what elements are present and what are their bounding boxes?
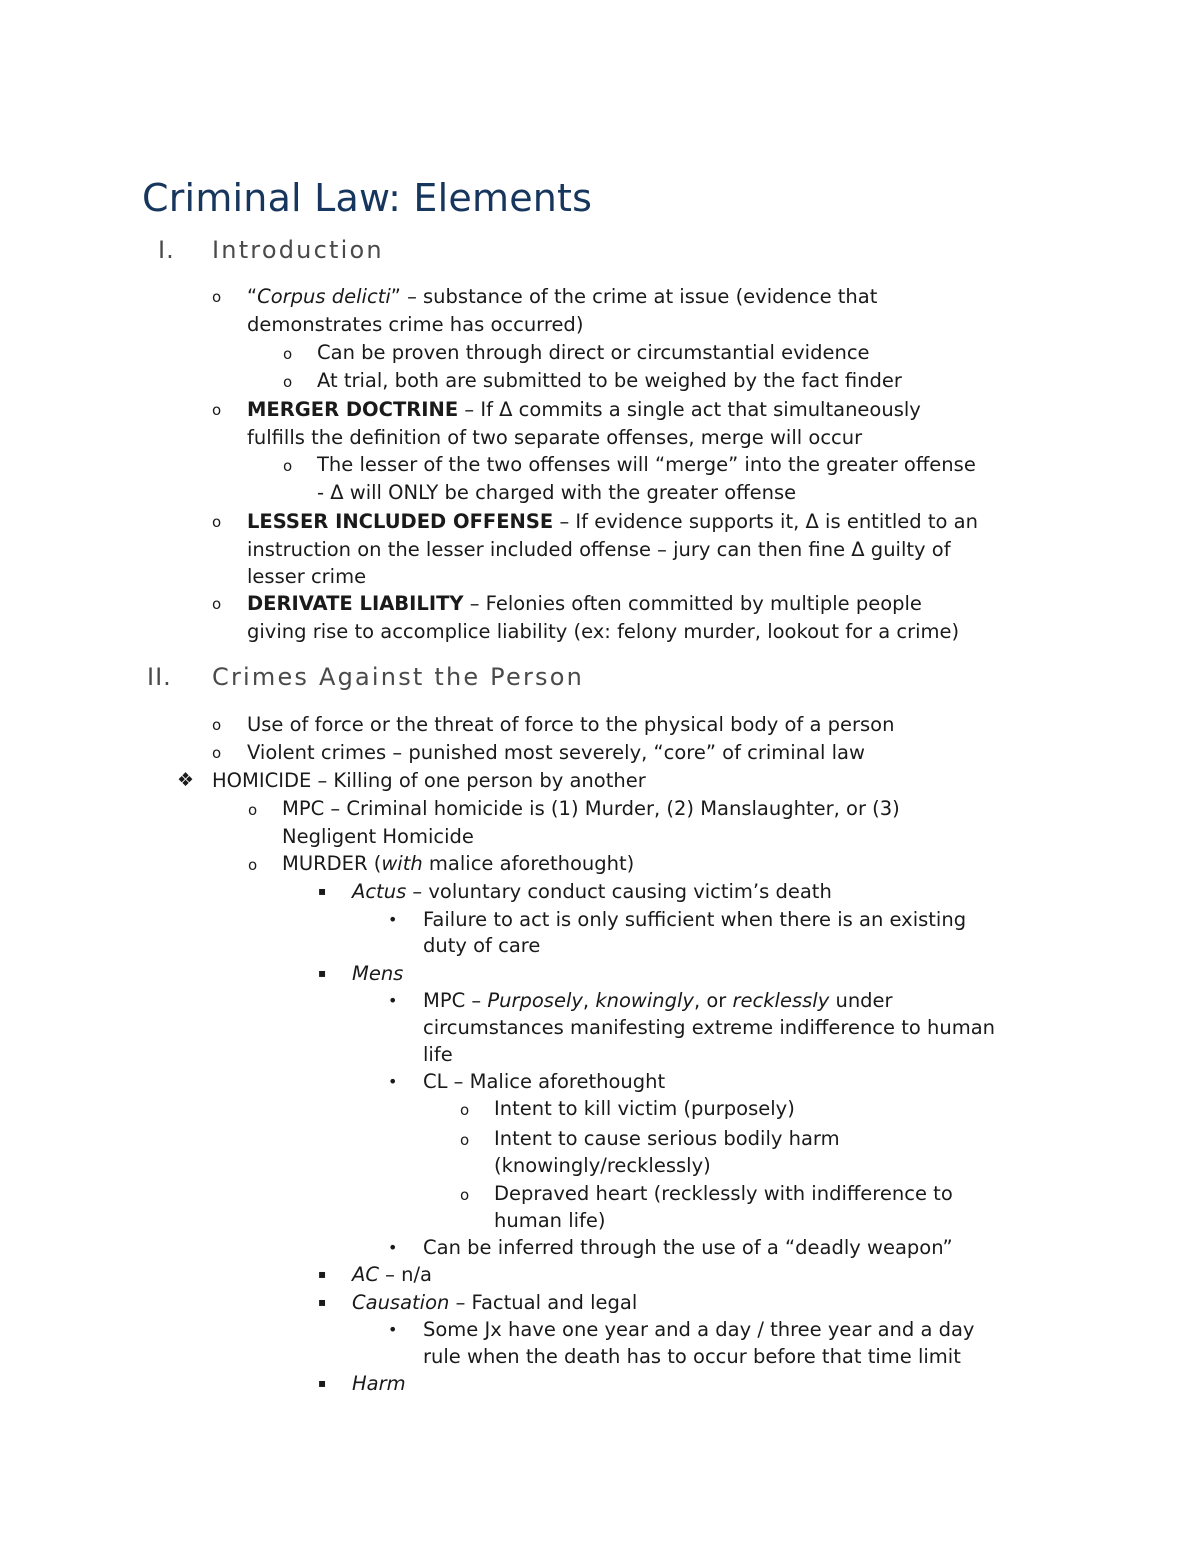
mens-item <box>352 960 403 988</box>
cl-sub-item-3: Depraved heart (recklessly with indifference to <box>494 1182 953 1205</box>
derivate-liability-continuation: giving rise to accomplice liability (ex: felony murder, lookout for a crime) <box>247 620 960 643</box>
dot-bullet: • <box>388 1072 398 1091</box>
mens-mpc-continuation-2: life <box>423 1043 453 1066</box>
harm-item <box>352 1370 406 1398</box>
purposely-term: Purposely <box>487 989 583 1012</box>
circle-bullet: o <box>212 716 222 734</box>
dot-bullet: • <box>388 910 398 929</box>
circle-bullet: o <box>248 856 258 874</box>
causation-text: – Factual and legal <box>449 1291 638 1314</box>
circle-bullet: o <box>460 1186 470 1204</box>
person-item-2: Violent crimes – punished most severely, “core” of criminal law <box>247 741 865 764</box>
circle-bullet: o <box>212 288 222 306</box>
murder-heading <box>282 850 634 878</box>
cl-sub-item-2: Intent to cause serious bodily harm <box>494 1127 840 1150</box>
close-quote: ” <box>390 285 401 308</box>
corpus-sub-item-1: Can be proven through direct or circumstantial evidence <box>317 341 870 364</box>
mens-mpc-prefix: MPC – <box>423 989 488 1012</box>
actus-sub-item: Failure to act is only sufficient when there is an existing <box>423 908 967 931</box>
square-bullet: ▪ <box>318 1295 327 1309</box>
ac-item <box>352 1261 432 1289</box>
person-item-1: Use of force or the threat of force to the physical body of a person <box>247 713 895 736</box>
square-bullet: ▪ <box>318 1376 327 1390</box>
merger-doctrine-term: MERGER DOCTRINE <box>247 398 459 421</box>
harm-term: Harm <box>352 1372 406 1395</box>
dot-bullet: • <box>388 991 398 1010</box>
causation-item <box>352 1289 637 1317</box>
causation-sub-item-continuation: rule when the death has to occur before that time limit <box>423 1345 961 1368</box>
merger-sub-item-continuation: - Δ will ONLY be charged with the greater offense <box>317 481 797 504</box>
mens-mpc-suffix: under <box>829 989 893 1012</box>
actus-term: Actus <box>352 880 407 903</box>
lesser-included-offense-continuation-1: instruction on the lesser included offense – jury can then fine Δ guilty of <box>247 538 951 561</box>
circle-bullet: o <box>212 401 222 419</box>
section-number-1: I. <box>158 236 175 264</box>
ac-text: – n/a <box>378 1263 432 1286</box>
circle-bullet: o <box>212 513 222 531</box>
circle-bullet: o <box>283 457 293 475</box>
cl-sub-item-1: Intent to kill victim (purposely) <box>494 1097 795 1120</box>
comma: , <box>582 989 596 1012</box>
lesser-included-offense-text: – If evidence supports it, Δ is entitled to an <box>553 510 978 533</box>
section-number-2: II. <box>147 663 172 691</box>
merger-doctrine-item <box>247 396 921 424</box>
derivate-liability-item <box>247 590 922 618</box>
merger-doctrine-text: – If Δ commits a single act that simultaneously <box>458 398 921 421</box>
mpc-homicide-continuation: Negligent Homicide <box>282 825 474 848</box>
open-quote: “ <box>247 285 258 308</box>
causation-sub-item: Some Jx have one year and a day / three year and a day <box>423 1318 975 1341</box>
actus-sub-item-continuation: duty of care <box>423 934 541 957</box>
mens-term: Mens <box>352 962 404 985</box>
ac-term: AC <box>352 1263 379 1286</box>
circle-bullet: o <box>248 801 258 819</box>
dot-bullet: • <box>388 1238 398 1257</box>
mens-mpc-item <box>423 987 893 1015</box>
circle-bullet: o <box>212 744 222 762</box>
document-title: Criminal Law: Elements <box>142 176 593 220</box>
derivate-liability-text: – Felonies often committed by multiple people <box>463 592 922 615</box>
circle-bullet: o <box>283 345 293 363</box>
merger-sub-item: The lesser of the two offenses will “merge” into the greater offense <box>317 453 976 476</box>
section-title-introduction: Introduction <box>212 236 384 264</box>
corpus-delicti-text: – substance of the crime at issue (evidence that <box>400 285 878 308</box>
lesser-included-offense-continuation-2: lesser crime <box>247 565 367 588</box>
mpc-homicide-item: MPC – Criminal homicide is (1) Murder, (2) Manslaughter, or (3) <box>282 797 900 820</box>
actus-text: – voluntary conduct causing victim’s death <box>406 880 832 903</box>
murder-suffix: malice aforethought) <box>422 852 635 875</box>
derivate-liability-term: DERIVATE LIABILITY <box>247 592 464 615</box>
corpus-sub-item-2: At trial, both are submitted to be weighed by the fact finder <box>317 369 902 392</box>
actus-item <box>352 878 832 906</box>
square-bullet: ▪ <box>318 1267 327 1281</box>
corpus-delicti-item <box>247 283 877 311</box>
cl-malice-item: CL – Malice aforethought <box>423 1070 666 1093</box>
recklessly-term: recklessly <box>732 989 830 1012</box>
mens-mpc-continuation-1: circumstances manifesting extreme indifference to human <box>423 1016 996 1039</box>
square-bullet: ▪ <box>318 966 327 980</box>
corpus-delicti-continuation: demonstrates crime has occurred) <box>247 313 584 336</box>
murder-with: with <box>381 852 423 875</box>
circle-bullet: o <box>212 595 222 613</box>
comma-or: , or <box>693 989 733 1012</box>
square-bullet: ▪ <box>318 884 327 898</box>
dot-bullet: • <box>388 1320 398 1339</box>
knowingly-term: knowingly <box>595 989 694 1012</box>
circle-bullet: o <box>460 1131 470 1149</box>
circle-bullet: o <box>460 1101 470 1119</box>
circle-bullet: o <box>283 373 293 391</box>
cl-sub-item-3-continuation: human life) <box>494 1209 606 1232</box>
deadly-weapon-item: Can be inferred through the use of a “deadly weapon” <box>423 1236 953 1259</box>
corpus-delicti-term: Corpus delicti <box>257 285 391 308</box>
section-title-crimes-against-person: Crimes Against the Person <box>212 663 585 691</box>
diamond-bullet: ❖ <box>177 769 195 791</box>
causation-term: Causation <box>352 1291 450 1314</box>
lesser-included-offense-term: LESSER INCLUDED OFFENSE <box>247 510 554 533</box>
lesser-included-offense-item <box>247 508 978 536</box>
cl-sub-item-2-continuation: (knowingly/recklessly) <box>494 1154 711 1177</box>
merger-doctrine-continuation: fulfills the definition of two separate offenses, merge will occur <box>247 426 863 449</box>
homicide-heading: HOMICIDE – Killing of one person by another <box>212 769 646 792</box>
murder-prefix: MURDER ( <box>282 852 382 875</box>
